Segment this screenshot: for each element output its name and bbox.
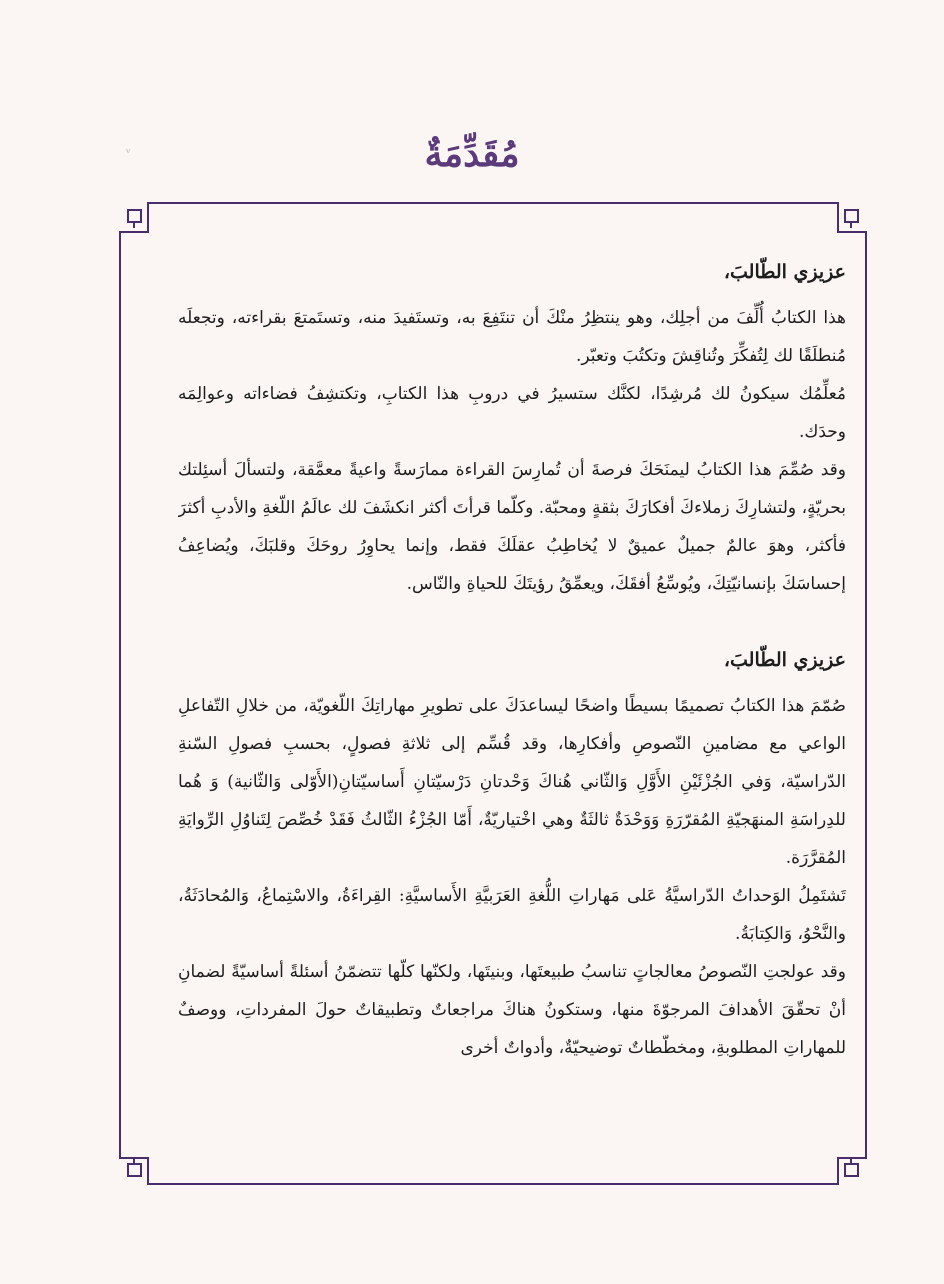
paragraph-2-2: تَشتَمِلُ الوَحداتُ الدّراسيَّةُ عَلى مَهاراتِ اللُّغةِ العَرَبيَّةِ الأَساسيَّةِ: القِراءَةُ، والاسْتِماعُ، وَالمُحادَثَةُ، والنَّحْوُ، وَالكِتابَةُ.: [178, 886, 846, 944]
paragraph-2-1: صُمّمَ هذا الكتابُ تصميمًا بسيطًا واضحًا ليساعدَكَ على تطويرِ مهاراتِكَ اللّغويّة، من خلالِ التّفاعلِ الواعي مع مضامينِ النّصوصِ وأفكارِها، وقد قُسِّم إلى ثلاثةِ فصولٍ، بحسبِ فصولِ السّنةِ الدّراسيّة، وَفي الجُزْئَيْنِ الأَوَّلِ وَالثّاني هُناكَ وَحْدتانِ دَرْسيّتانِ أَساسيّتانِ(الأَوّلى وَالثّانية) وَ هُما للدِراسَةِ المنهَجيّةِ المُقرّرَةِ وَوَحْدَةٌ ثالثَةٌ وهي اخْتياريّةٌ، أَمّا الجُزْءُ الثّالثُ فَقَدْ خُصِّصَ لِتَناوُلِ الرِّوايَةِ المُقرَّرَة.: [178, 696, 846, 868]
paragraph-1-2: مُعلِّمُك سيكونُ لك مُرشِدًا، لكنَّك ستسيرُ في دروبِ هذا الكتابِ، وتكتشِفُ فضاءاته وعوالِمَه وحدَك.: [178, 384, 846, 442]
paragraph-1-3: وقد صُمِّمَ هذا الكتابُ ليمنَحَكَ فرصةَ أن تُمارِسَ القراءة ممارَسةً واعيةً معمَّقة، ولتسألَ أسئِلتك بحريّةٍ، ولتشارِكَ زملاءكَ أفكارَكَ بثقةٍ ومحبّة. وكلّما قرأتَ أكثر انكشَفَ لك عالَمُ اللّغةِ والأدبِ أكثرَ فأكثر، وهوَ عالمٌ جميلٌ عميقٌ لا يُخاطِبُ عقلَكَ فقط، وإنما يحاوِرُ روحَكَ وقلبَكَ، ويُضاعِفُ إحساسَكَ بإنسانيّتِكَ، ويُوسِّعُ أفقَكَ، ويعمِّقُ رؤيتَكَ للحياةِ والنّاس.: [178, 460, 846, 594]
intro-content: [178, 245, 846, 1165]
greeting-2: عزيزي الطّالبَ،: [723, 649, 846, 671]
section-gap: [178, 603, 846, 633]
frame-corner-top-right: [845, 210, 858, 228]
scan-mark: ᵛ: [126, 146, 131, 160]
section-2: [178, 633, 846, 1067]
page-title: مُقَدِّمَةٌ: [424, 133, 520, 175]
greeting-1: عزيزي الطّالبَ،: [723, 261, 846, 283]
section-1: [178, 245, 846, 603]
paragraph-2-3: وقد عولجتِ النّصوصُ معالجاتٍ تناسبُ طبيعتَها، وبنيتَها، ولكنّها كلّها تتضمّنُ أسئلةً أساسيّةً لضمانِ أنْ تحقّقَ الأهدافَ المرجوّةَ منها، وستكونُ هناكَ مراجعاتٌ وتطبيقاتٌ حولَ المفرداتِ، ووصفٌ للمهاراتِ المطلوبةِ، ومخطّطاتٌ توضيحيّةٌ، وأدواتٌ أخرى: [178, 962, 846, 1058]
paragraph-1-1: هذا الكتابُ أُلِّفَ من أجلِك، وهو ينتظِرُ منْكَ أن تنتَفِعَ به، وتستَفيدَ منه، وتستَمتعَ بقراءته، وتجعلَه مُنطلَقًا لك لِتُفكِّرَ وتُناقِشَ وتكتُبَ وتعبّر.: [178, 308, 846, 366]
frame-corner-bottom-right: [845, 1158, 858, 1176]
frame-corner-top-left: [128, 210, 141, 228]
frame-corner-bottom-left: [128, 1158, 141, 1176]
